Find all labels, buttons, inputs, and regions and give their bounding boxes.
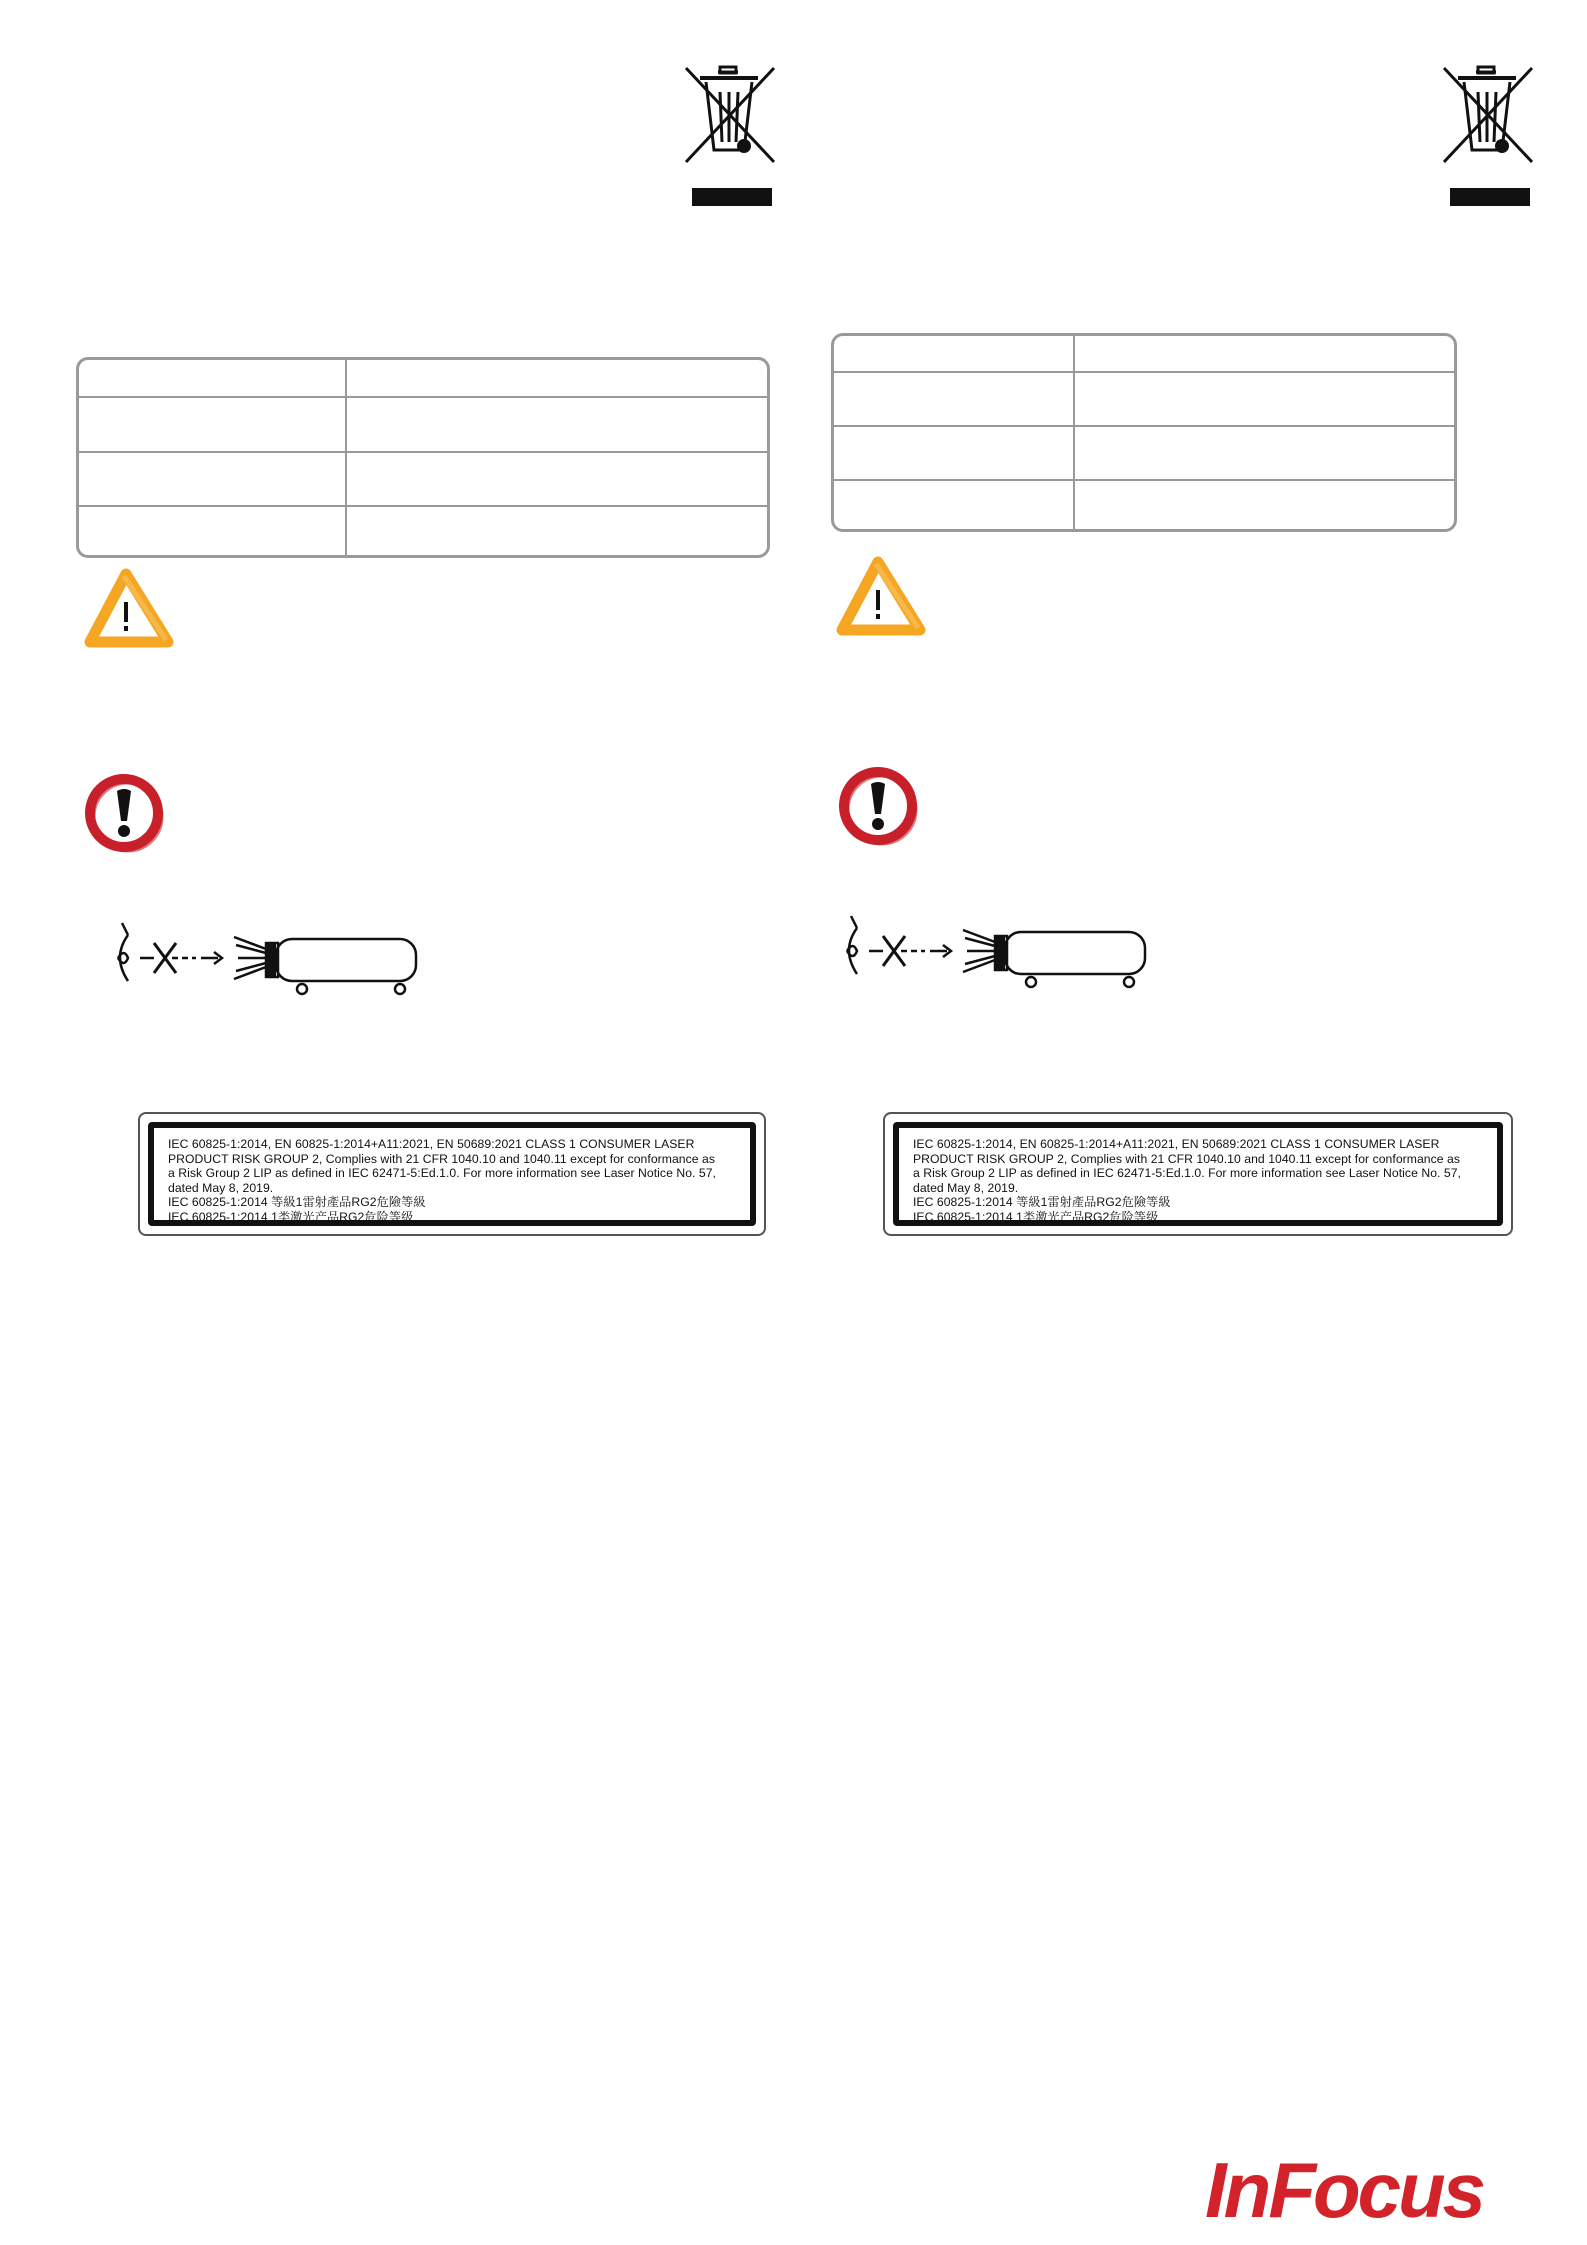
table-row-divider xyxy=(79,505,767,507)
table-column-divider xyxy=(345,360,347,555)
laser-label-border xyxy=(148,1122,756,1226)
table-row-divider xyxy=(834,371,1454,373)
laser-label-border xyxy=(893,1122,1503,1226)
infocus-logo xyxy=(1205,2146,1525,2234)
weee-bin-icon xyxy=(680,62,780,207)
table-row-divider xyxy=(79,396,767,398)
laser-label-line-2: PRODUCT RISK GROUP 2, Complies with 21 CFR 1040.10 and 1040.11 except for conformance as xyxy=(913,1151,1460,1166)
laser-label-line-2: PRODUCT RISK GROUP 2, Complies with 21 CFR 1040.10 and 1040.11 except for conformance as xyxy=(168,1151,715,1166)
specs-table-left xyxy=(76,357,770,558)
danger-circle-icon xyxy=(836,766,926,846)
laser-label-line-3: a Risk Group 2 LIP as defined in IEC 62471-5:Ed.1.0. For more information see Laser Notice No. 57, xyxy=(168,1166,716,1180)
laser-label-line-1: IEC 60825-1:2014, EN 60825-1:2014+A11:2021, EN 50689:2021 CLASS 1 CONSUMER LASER xyxy=(168,1137,695,1151)
laser-label-line-4: dated May 8, 2019. xyxy=(913,1180,1019,1195)
laser-label-line-6: IEC 60825-1:2014 1类激光产品RG2危险等级 xyxy=(913,1209,1159,1224)
laser-label-line-3: a Risk Group 2 LIP as defined in IEC 62471-5:Ed.1.0. For more information see Laser Notice No. 57, xyxy=(913,1166,1461,1180)
laser-label-line-1: IEC 60825-1:2014, EN 60825-1:2014+A11:2021, EN 50689:2021 CLASS 1 CONSUMER LASER xyxy=(913,1137,1440,1151)
laser-label-line-4: dated May 8, 2019. xyxy=(168,1180,274,1195)
caution-triangle-icon xyxy=(84,568,174,648)
table-row-divider xyxy=(79,451,767,453)
do-not-stare-beam-icon xyxy=(835,908,1155,998)
logo-text: InFocus xyxy=(1205,2146,1484,2234)
laser-label-line-5: IEC 60825-1:2014 等級1雷射產品RG2危險等級 xyxy=(168,1195,426,1209)
table-row-divider xyxy=(834,479,1454,481)
table-column-divider xyxy=(1073,336,1075,529)
laser-warning-label-left xyxy=(138,1112,766,1236)
specs-table-right xyxy=(831,333,1457,532)
weee-bin-icon xyxy=(1438,62,1538,207)
laser-label-line-6: IEC 60825-1:2014 1类激光产品RG2危险等级 xyxy=(168,1209,414,1224)
do-not-stare-beam-icon xyxy=(106,915,426,1005)
table-row-divider xyxy=(834,425,1454,427)
caution-triangle-icon xyxy=(836,556,926,636)
laser-warning-label-right xyxy=(883,1112,1513,1236)
laser-label-line-5: IEC 60825-1:2014 等級1雷射產品RG2危險等級 xyxy=(913,1195,1171,1209)
danger-circle-icon xyxy=(82,773,172,853)
